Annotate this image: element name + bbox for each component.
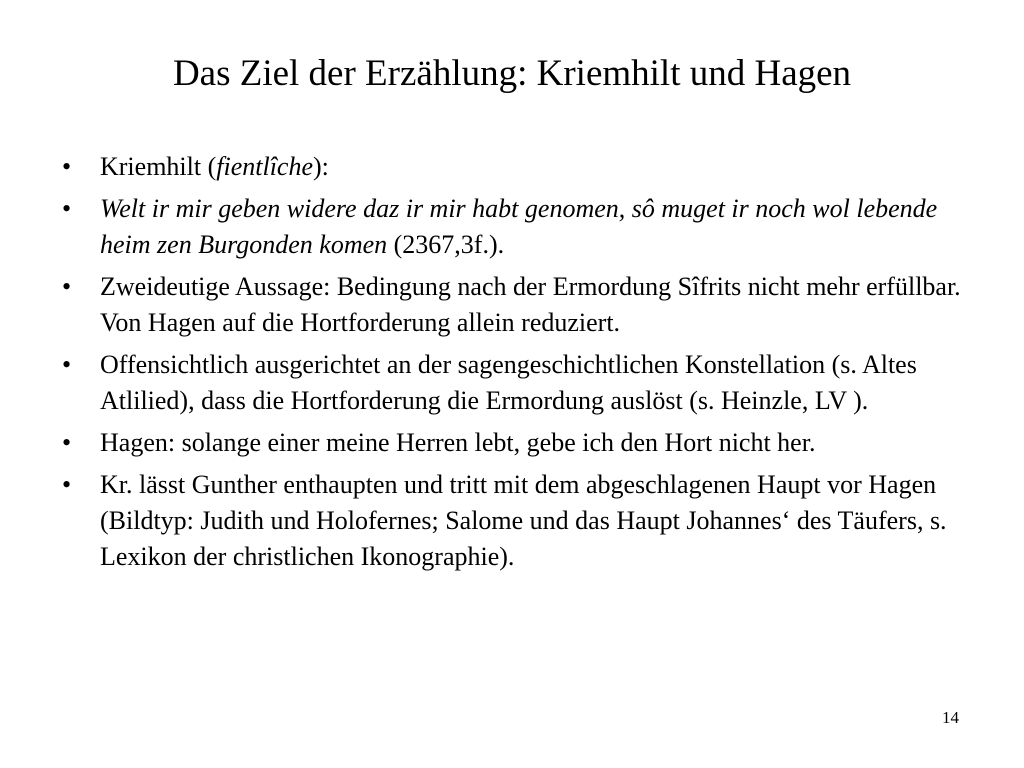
bullet-icon: • — [62, 350, 72, 379]
slide-title: Das Ziel der Erzählung: Kriemhilt und Hagen — [172, 53, 852, 94]
quote-reference: (2367,3f.). — [387, 230, 505, 259]
bullet-gunther — [60, 467, 980, 575]
bullet-text: Kr. lässt Gunther enthaupten und tritt mit dem abgeschlagenen Haupt vor Hagen (Bildtyp: Judith und Holofernes; Salome und das Haupt Johannes‘ des Täufers, s. Lexikon der christlichen Ikonographie). — [100, 470, 947, 571]
bullet-text: Kriemhilt ( — [100, 152, 217, 181]
bullet-icon: • — [62, 272, 72, 301]
bullet-icon: • — [62, 470, 72, 499]
bullet-quote — [60, 191, 980, 263]
page-number: 14 — [942, 708, 959, 727]
bullet-text: ): — [313, 152, 329, 181]
bullet-kriemhilt — [60, 149, 980, 185]
bullet-icon: • — [62, 194, 72, 223]
bullet-aussage — [60, 269, 980, 341]
bullet-icon: • — [62, 428, 72, 457]
bullet-list — [60, 149, 980, 581]
bullet-text-italic: fientlîche — [216, 152, 314, 181]
bullet-text: Hagen: solange einer meine Herren lebt, gebe ich den Hort nicht her. — [100, 428, 816, 457]
quote-text: Welt ir mir geben widere daz ir mir habt genomen, sô muget ir noch wol lebende heim zen Burgonden komen — [100, 194, 938, 259]
bullet-hagen — [60, 425, 980, 461]
bullet-icon: • — [62, 152, 72, 181]
bullet-konstellation — [60, 347, 980, 419]
bullet-text: Offensichtlich ausgerichtet an der sagengeschichtlichen Konstellation (s. Altes Atlilied), dass die Hortforderung die Ermordung auslöst (s. Heinzle, LV ). — [100, 350, 917, 415]
bullet-text: Zweideutige Aussage: Bedingung nach der Ermordung Sîfrits nicht mehr erfüllbar. Von Hagen auf die Hortforderung allein reduziert. — [100, 272, 961, 337]
